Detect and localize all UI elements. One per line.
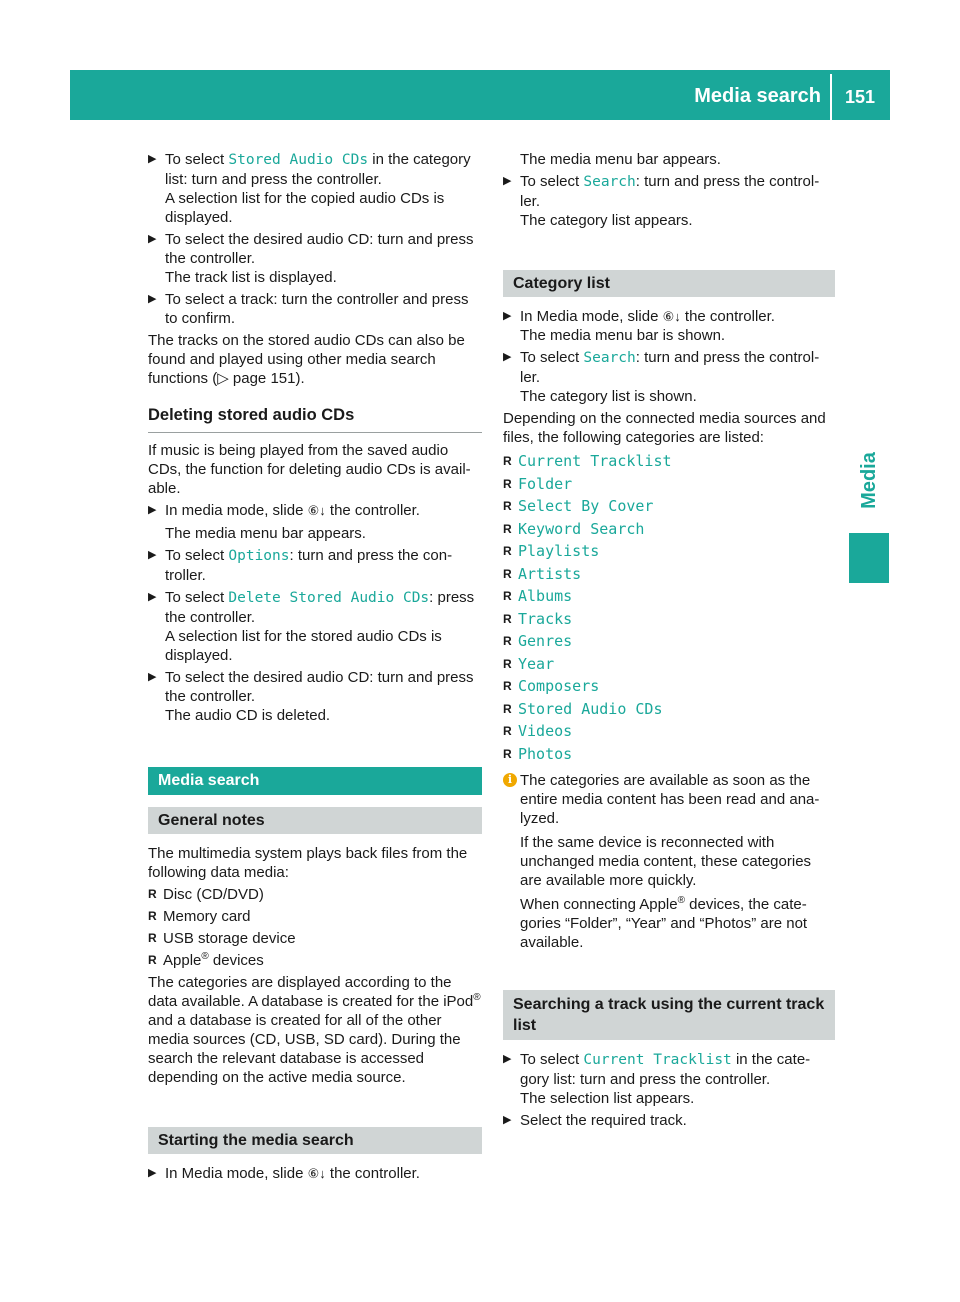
menu-code: Search (583, 350, 636, 366)
step-item: ▶ To select Current Tracklist in the cate-gory list: turn and press the controller. The selection list appears. (503, 1051, 811, 1107)
arrow-right-icon: ▶ (148, 293, 157, 305)
r-bullet-icon: R (503, 544, 512, 558)
section-heading: Deleting stored audio CDs (148, 406, 482, 433)
step-item: ▶ To select Search: turn and press the control-ler. The category list is shown. (503, 349, 820, 405)
category-item: R Year (503, 654, 555, 673)
r-bullet-icon: R (503, 701, 512, 716)
arrow-right-icon: ▶ (148, 671, 157, 683)
category-item: R Photos (503, 744, 573, 763)
header-divider (830, 74, 832, 120)
r-bullet-icon: R (503, 611, 512, 626)
category-item: R Artists (503, 564, 582, 583)
menu-code: Search (583, 174, 636, 190)
list-item: R Memory card (148, 908, 251, 925)
arrow-right-icon: ▶ (148, 1167, 157, 1179)
category-item: R Folder (503, 474, 573, 493)
category-item: R Albums (503, 587, 573, 605)
menu-code: Current Tracklist (583, 1052, 732, 1068)
r-bullet-icon: R (503, 656, 512, 671)
paragraph: The categories are displayed according to the data available. A database is created for the iPod® and a database is created for all of the other media sources (CD, USB, SD card). During the search the relevant database is accessed depending on the active media source. (148, 974, 481, 1086)
side-tab-marker (849, 533, 889, 583)
section-band-media-search: Media search (148, 767, 482, 795)
menu-code: Delete Stored Audio CDs (228, 590, 430, 606)
step-item: ▶ To select Delete Stored Audio CDs: press the controller. A selection list for the stored audio CDs is displayed. (148, 589, 475, 664)
paragraph: Depending on the connected media sources and files, the following categories are listed: (503, 410, 826, 446)
category-item: R Tracks (503, 609, 573, 628)
paragraph: The multimedia system plays back files from the following data media: (148, 845, 468, 881)
step-item: ▶ To select the desired audio CD: turn and press the controller. The audio CD is deleted. (148, 669, 474, 724)
arrow-right-icon: ▶ (503, 351, 512, 363)
menu-code: Options (228, 548, 290, 564)
r-bullet-icon: R (503, 724, 512, 738)
arrow-right-icon: ▶ (503, 175, 512, 187)
r-bullet-icon: R (503, 679, 512, 693)
arrow-right-icon: ▶ (503, 310, 512, 322)
r-bullet-icon: R (503, 521, 512, 536)
arrow-right-icon: ▶ (148, 549, 157, 561)
r-bullet-icon: R (503, 634, 512, 648)
step-item: ▶ To select Options: turn and press the con-troller. (148, 547, 453, 584)
step-item: ▶ In Media mode, slide ⑥↓ the controller. The media menu bar is shown. (503, 308, 775, 344)
arrow-right-icon: ▶ (503, 1114, 512, 1126)
category-item: R Playlists (503, 542, 600, 560)
r-bullet-icon: R (503, 746, 512, 761)
controller-slide-icon: ⑥↓ (307, 503, 326, 518)
menu-code: Stored Audio CDs (228, 152, 369, 168)
page-number: 151 (844, 87, 876, 107)
category-item: R Videos (503, 722, 573, 740)
r-bullet-icon: R (503, 476, 512, 491)
r-bullet-icon: R (503, 454, 512, 468)
step-item: ▶ In media mode, slide ⑥↓ the controller. The media menu bar appears. (148, 502, 420, 542)
controller-slide-icon: ⑥↓ (307, 1166, 326, 1181)
step-item: ▶ In Media mode, slide ⑥↓ the controller. (148, 1165, 420, 1182)
arrow-right-icon: ▶ (503, 1053, 512, 1065)
paragraph: The media menu bar appears. (520, 151, 721, 168)
section-band-general-notes: General notes (148, 807, 482, 834)
info-note: i The categories are available as soon as the entire media content has been read and ana-lyzed. If the same device is reconnected with unchanged media content, these categories are available more quickly. When connecting Apple® devices, the cate-gories “Folder”, “Year” and “Photos” are not available. (503, 771, 835, 952)
page-title: Media search (694, 85, 821, 107)
r-bullet-icon: R (148, 909, 157, 923)
step-item: ▶ To select the desired audio CD: turn and press the controller. The track list is displayed. (148, 231, 474, 286)
arrow-right-icon: ▶ (148, 504, 157, 516)
list-item: R Apple® devices (148, 951, 264, 969)
step-item: ▶ Select the required track. (503, 1112, 687, 1129)
r-bullet-icon: R (503, 566, 512, 581)
r-bullet-icon: R (148, 953, 157, 967)
side-tab (849, 425, 889, 535)
r-bullet-icon: R (148, 887, 157, 901)
arrow-right-icon: ▶ (148, 233, 157, 245)
section-band-category-list: Category list (503, 270, 835, 297)
r-bullet-icon: R (148, 931, 157, 945)
header-bar (70, 70, 890, 120)
paragraph: If music is being played from the saved audio CDs, the function for deleting audio CDs is avail-able. (148, 442, 471, 497)
list-item: R USB storage device (148, 930, 296, 947)
category-item: R Genres (503, 632, 573, 650)
category-item: R Stored Audio CDs (503, 699, 663, 718)
controller-slide-icon: ⑥↓ (662, 309, 681, 324)
step-item: ▶ To select Search: turn and press the control-ler. The category list appears. (503, 173, 820, 229)
arrow-right-icon: ▶ (148, 153, 157, 165)
right-column (503, 150, 835, 1133)
category-item: R Current Tracklist (503, 452, 672, 470)
r-bullet-icon: R (503, 589, 512, 603)
category-item: R Keyword Search (503, 519, 645, 538)
left-column (148, 150, 482, 1186)
list-item: R Disc (CD/DVD) (148, 886, 264, 903)
category-item: R Select By Cover (503, 497, 654, 515)
arrow-right-icon: ▶ (148, 591, 157, 603)
step-item: ▶ To select a track: turn the controller and press to confirm. (148, 291, 469, 327)
info-icon: i (503, 773, 517, 787)
category-item: R Composers (503, 677, 600, 695)
section-band-starting-search: Starting the media search (148, 1127, 482, 1154)
paragraph: The tracks on the stored audio CDs can also be found and played using other media search functions (▷ page 151). (148, 332, 465, 387)
step-item: ▶ To select Stored Audio CDs in the category list: turn and press the controller. A selection list for the copied audio CDs is displayed. (148, 151, 471, 226)
section-band-searching-track: Searching a track using the current track list (503, 990, 835, 1040)
r-bullet-icon: R (503, 499, 512, 513)
side-tab-label: Media (857, 451, 880, 509)
